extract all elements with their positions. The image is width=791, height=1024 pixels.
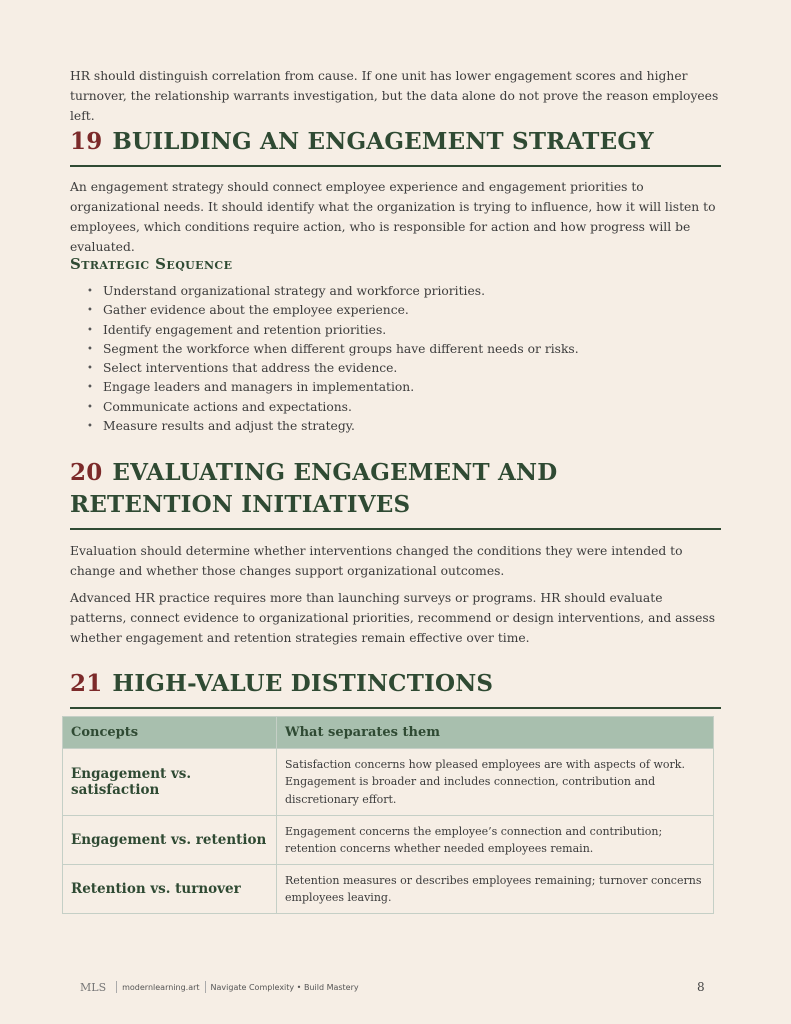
strategic-sequence-list [70,282,721,436]
footer-site: modernlearning.art [122,982,200,992]
mls-logo: MLS [80,980,107,994]
footer-divider [205,981,206,993]
distinctions-table [62,716,714,914]
section-19-paragraph: An engagement strategy should connect employee experience and engagement priorities to organizational needs. It should identify what the organization is trying to influence, how it will listen to employees, which conditions require action, who is responsible for action and how progress will be evaluated. [70,180,716,254]
section-20-title: EVALUATING ENGAGEMENT AND RETENTION INITIATIVES [70,459,558,518]
header-concepts: Concepts [63,717,277,749]
description-cell: Engagement concerns the employee’s connection and contribution; retention concerns whether needed employees remain. [277,816,714,865]
section-20-paragraph-2: Advanced HR practice requires more than launching surveys or programs. HR should evaluate patterns, connect evidence to organizational priorities, recommend or design interventions, and assess whether engagement and retention strategies remain effective over time. [70,591,716,645]
table-row [63,749,714,816]
section-21-title: HIGH-VALUE DISTINCTIONS [112,670,494,697]
page-number: 8 [697,980,705,994]
table-row [63,816,714,865]
list-item: • Identify engagement and retention priorities. [70,321,721,340]
table-header-row [63,717,714,749]
concept-cell: Engagement vs. retention [63,816,277,865]
list-item: • Communicate actions and expectations. [70,398,721,417]
section-19-title: BUILDING AN ENGAGEMENT STRATEGY [112,128,654,155]
concept-cell: Retention vs. turnover [63,865,277,914]
list-item: • Engage leaders and managers in implementation. [70,378,721,397]
footer-tagline: Navigate Complexity • Build Mastery [210,982,359,992]
intro-paragraph: HR should distinguish correlation from cause. If one unit has lower engagement scores and higher turnover, the relationship warrants investigation, but the data alone do not prove the reason employees left. [70,69,719,123]
table-row [63,865,714,914]
list-item: • Gather evidence about the employee experience. [70,301,721,320]
section-20-paragraph-1: Evaluation should determine whether interventions changed the conditions they were intended to change and whether those changes support organizational outcomes. [70,544,683,578]
section-20-number: 20 [70,459,103,486]
concept-cell: Engagement vs. satisfaction [63,749,277,816]
strategic-sequence-heading: Strategic Sequence [70,255,233,273]
header-what-separates: What separates them [277,717,714,749]
list-item: • Understand organizational strategy and workforce priorities. [70,282,721,301]
description-cell: Satisfaction concerns how pleased employees are with aspects of work. Engagement is broader and includes connection, contribution and discretionary effort. [277,749,714,816]
list-item: • Select interventions that address the evidence. [70,359,721,378]
section-21-heading [70,668,721,709]
section-19-heading [70,126,721,167]
footer-divider [116,981,117,993]
section-20-heading [70,457,721,530]
section-21-number: 21 [70,670,103,697]
description-cell: Retention measures or describes employees remaining; turnover concerns employees leaving. [277,865,714,914]
section-19-number: 19 [70,128,103,155]
footer [80,978,359,996]
list-item: • Measure results and adjust the strategy. [70,417,721,436]
list-item: • Segment the workforce when different groups have different needs or risks. [70,340,721,359]
